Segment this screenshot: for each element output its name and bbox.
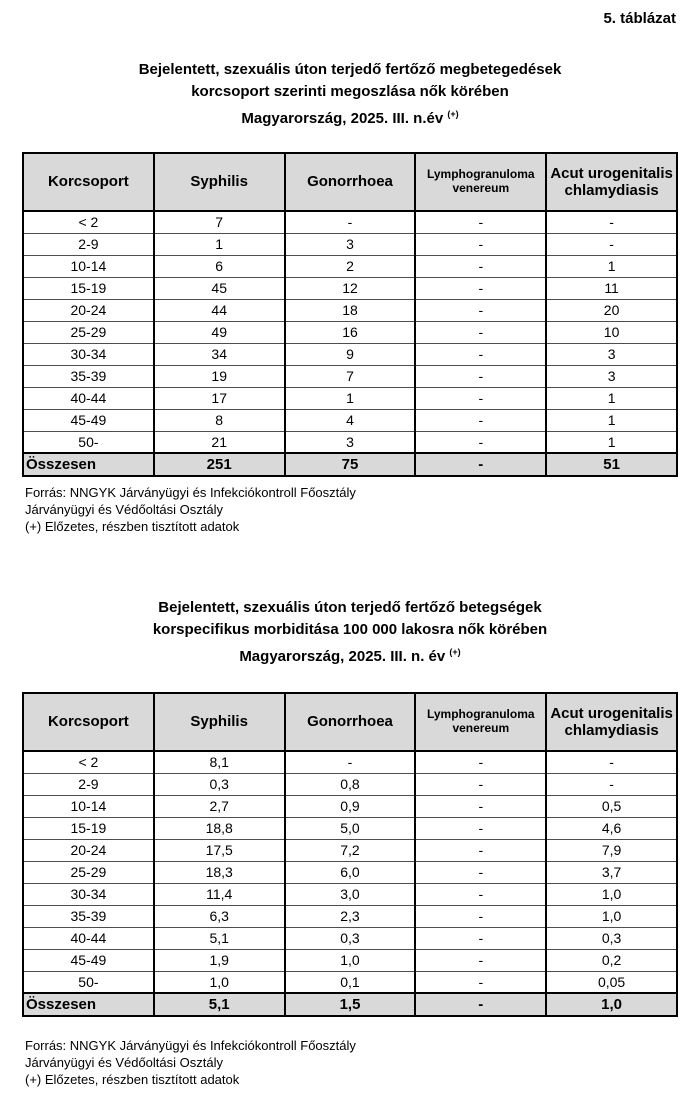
table-row [23, 861, 677, 883]
value-cell: - [415, 751, 546, 773]
table-row [23, 795, 677, 817]
value-cell: - [415, 431, 546, 453]
value-cell: - [415, 971, 546, 993]
value-cell: - [415, 817, 546, 839]
value-cell: 0,9 [285, 795, 416, 817]
value-cell: 45 [154, 277, 285, 299]
table1-title-line2: korcsoport szerinti megoszlása nők körében [191, 83, 509, 100]
value-cell: 12 [285, 277, 416, 299]
value-cell: - [415, 773, 546, 795]
table2-morbidity-rates [22, 692, 678, 1017]
value-cell: 6 [154, 255, 285, 277]
age-group-cell: 2-9 [23, 233, 154, 255]
table-row [23, 365, 677, 387]
value-cell: 8 [154, 409, 285, 431]
age-group-cell: 10-14 [23, 795, 154, 817]
value-cell: 6,3 [154, 905, 285, 927]
table2-title [0, 597, 700, 668]
value-cell: 2 [285, 255, 416, 277]
value-cell: 3,0 [285, 883, 416, 905]
value-cell: - [546, 751, 677, 773]
value-cell: 7 [154, 211, 285, 233]
value-cell: - [415, 365, 546, 387]
value-cell: 5,1 [154, 993, 285, 1016]
age-group-cell: 45-49 [23, 949, 154, 971]
age-group-cell: 50- [23, 971, 154, 993]
value-cell: 0,3 [285, 927, 416, 949]
value-cell: 7,9 [546, 839, 677, 861]
total-label-cell: Összesen [23, 993, 154, 1016]
table-row [23, 905, 677, 927]
table-number-label: 5. táblázat [603, 10, 676, 27]
table-row [23, 387, 677, 409]
table1-body [23, 211, 677, 453]
table2-header [23, 693, 677, 751]
value-cell: 1,5 [285, 993, 416, 1016]
value-cell: 11,4 [154, 883, 285, 905]
value-cell: - [415, 233, 546, 255]
column-header: Syphilis [154, 153, 285, 211]
table-row [23, 233, 677, 255]
value-cell: 51 [546, 453, 677, 476]
footnote-line: (+) Előzetes, részben tisztított adatok [25, 519, 240, 534]
value-cell: 0,1 [285, 971, 416, 993]
value-cell: 8,1 [154, 751, 285, 773]
value-cell: 4 [285, 409, 416, 431]
age-group-cell: 45-49 [23, 409, 154, 431]
value-cell: 20 [546, 299, 677, 321]
column-header: Gonorrhoea [285, 153, 416, 211]
value-cell: 0,2 [546, 949, 677, 971]
table-row [23, 299, 677, 321]
table1-title [0, 59, 700, 130]
value-cell: 21 [154, 431, 285, 453]
value-cell: 1 [546, 409, 677, 431]
table2-total [23, 993, 677, 1016]
age-group-cell: 15-19 [23, 817, 154, 839]
value-cell: 5,0 [285, 817, 416, 839]
value-cell: 1,9 [154, 949, 285, 971]
value-cell: - [285, 751, 416, 773]
value-cell: - [285, 211, 416, 233]
value-cell: 2,3 [285, 905, 416, 927]
value-cell: - [415, 409, 546, 431]
age-group-cell: 20-24 [23, 839, 154, 861]
value-cell: - [415, 861, 546, 883]
age-group-cell: 25-29 [23, 321, 154, 343]
value-cell: 4,6 [546, 817, 677, 839]
table-row [23, 883, 677, 905]
table-row [23, 971, 677, 993]
total-row [23, 993, 677, 1016]
value-cell: - [415, 905, 546, 927]
value-cell: - [415, 839, 546, 861]
value-cell: 18 [285, 299, 416, 321]
table-row [23, 751, 677, 773]
value-cell: - [415, 795, 546, 817]
table-row [23, 343, 677, 365]
source-line1: Forrás: NNGYK Járványügyi és Infekciókontroll Főosztály [25, 1038, 356, 1053]
age-group-cell: 50- [23, 431, 154, 453]
column-header: Acut urogenitalis chlamydiasis [546, 693, 677, 751]
age-group-cell: 35-39 [23, 905, 154, 927]
table2-title-line2: korspecifikus morbiditása 100 000 lakosra nők körében [152, 621, 548, 638]
age-group-cell: < 2 [23, 751, 154, 773]
value-cell: 34 [154, 343, 285, 365]
source-line2: Járványügyi és Védőoltási Osztály [25, 1055, 223, 1070]
value-cell: 9 [285, 343, 416, 365]
value-cell: - [415, 343, 546, 365]
value-cell: 10 [546, 321, 677, 343]
value-cell: - [546, 211, 677, 233]
value-cell: - [415, 453, 546, 476]
value-cell: 251 [154, 453, 285, 476]
age-group-cell: 20-24 [23, 299, 154, 321]
value-cell: 18,8 [154, 817, 285, 839]
age-group-cell: 40-44 [23, 387, 154, 409]
table2-title-line1: Bejelentett, szexuális úton terjedő fertőző betegségek [158, 599, 542, 616]
value-cell: 6,0 [285, 861, 416, 883]
table-row [23, 949, 677, 971]
value-cell: 0,5 [546, 795, 677, 817]
value-cell: 19 [154, 365, 285, 387]
value-cell: 1 [285, 387, 416, 409]
value-cell: 75 [285, 453, 416, 476]
value-cell: 17,5 [154, 839, 285, 861]
total-row [23, 453, 677, 476]
table1-source-note [25, 484, 356, 535]
value-cell: 0,8 [285, 773, 416, 795]
age-group-cell: 35-39 [23, 365, 154, 387]
age-group-cell: 30-34 [23, 883, 154, 905]
value-cell: - [415, 949, 546, 971]
value-cell: 1,0 [546, 993, 677, 1016]
value-cell: 1,0 [154, 971, 285, 993]
table2-title-line3-text: Magyarország, 2025. III. n. év [239, 648, 446, 665]
table1-title-line3-text: Magyarország, 2025. III. n.év [241, 110, 444, 127]
footnote-marker: (+) [447, 109, 459, 119]
column-header: Korcsoport [23, 693, 154, 751]
value-cell: - [415, 321, 546, 343]
footnote-marker: (+) [449, 647, 461, 657]
value-cell: 1 [546, 255, 677, 277]
age-group-cell: 2-9 [23, 773, 154, 795]
age-group-cell: 30-34 [23, 343, 154, 365]
table1-header [23, 153, 677, 211]
table-row [23, 773, 677, 795]
footnote-line: (+) Előzetes, részben tisztított adatok [25, 1072, 240, 1087]
value-cell: - [415, 277, 546, 299]
table-row [23, 839, 677, 861]
value-cell: 16 [285, 321, 416, 343]
column-header: Korcsoport [23, 153, 154, 211]
table-row [23, 431, 677, 453]
table1-title-line1: Bejelentett, szexuális úton terjedő fertőző megbetegedések [138, 61, 562, 78]
value-cell: - [415, 211, 546, 233]
column-header: Lymphogranuloma venereum [415, 693, 546, 751]
column-header: Syphilis [154, 693, 285, 751]
table-row [23, 321, 677, 343]
source-line2: Járványügyi és Védőoltási Osztály [25, 502, 223, 517]
value-cell: - [415, 883, 546, 905]
table1-total [23, 453, 677, 476]
value-cell: - [546, 773, 677, 795]
table-row [23, 277, 677, 299]
table-row [23, 817, 677, 839]
table-row [23, 927, 677, 949]
value-cell: 3 [546, 343, 677, 365]
value-cell: 44 [154, 299, 285, 321]
value-cell: 11 [546, 277, 677, 299]
value-cell: 1,0 [285, 949, 416, 971]
value-cell: - [415, 927, 546, 949]
table-row [23, 211, 677, 233]
table1-title-line3 [0, 103, 700, 130]
value-cell: 3 [285, 233, 416, 255]
column-header: Acut urogenitalis chlamydiasis [546, 153, 677, 211]
table-row [23, 255, 677, 277]
value-cell: - [415, 387, 546, 409]
value-cell: 0,05 [546, 971, 677, 993]
header-row [23, 693, 677, 751]
age-group-cell: 10-14 [23, 255, 154, 277]
value-cell: 7,2 [285, 839, 416, 861]
table2-title-line3 [0, 641, 700, 668]
source-line1: Forrás: NNGYK Járványügyi és Infekciókontroll Főosztály [25, 485, 356, 500]
table2-source-note [25, 1037, 356, 1088]
age-group-cell: 40-44 [23, 927, 154, 949]
column-header: Gonorrhoea [285, 693, 416, 751]
value-cell: - [415, 993, 546, 1016]
value-cell: 2,7 [154, 795, 285, 817]
value-cell: 0,3 [154, 773, 285, 795]
value-cell: 0,3 [546, 927, 677, 949]
value-cell: 5,1 [154, 927, 285, 949]
table1-case-counts [22, 152, 678, 477]
table2-body [23, 751, 677, 993]
value-cell: 3 [546, 365, 677, 387]
value-cell: 1 [546, 387, 677, 409]
value-cell: 17 [154, 387, 285, 409]
value-cell: 3,7 [546, 861, 677, 883]
value-cell: 1 [154, 233, 285, 255]
value-cell: - [415, 299, 546, 321]
column-header: Lymphogranuloma venereum [415, 153, 546, 211]
age-group-cell: < 2 [23, 211, 154, 233]
value-cell: 1 [546, 431, 677, 453]
value-cell: 1,0 [546, 905, 677, 927]
value-cell: 49 [154, 321, 285, 343]
age-group-cell: 25-29 [23, 861, 154, 883]
value-cell: 18,3 [154, 861, 285, 883]
value-cell: - [415, 255, 546, 277]
value-cell: 3 [285, 431, 416, 453]
table-row [23, 409, 677, 431]
total-label-cell: Összesen [23, 453, 154, 476]
value-cell: 1,0 [546, 883, 677, 905]
header-row [23, 153, 677, 211]
age-group-cell: 15-19 [23, 277, 154, 299]
value-cell: 7 [285, 365, 416, 387]
value-cell: - [546, 233, 677, 255]
